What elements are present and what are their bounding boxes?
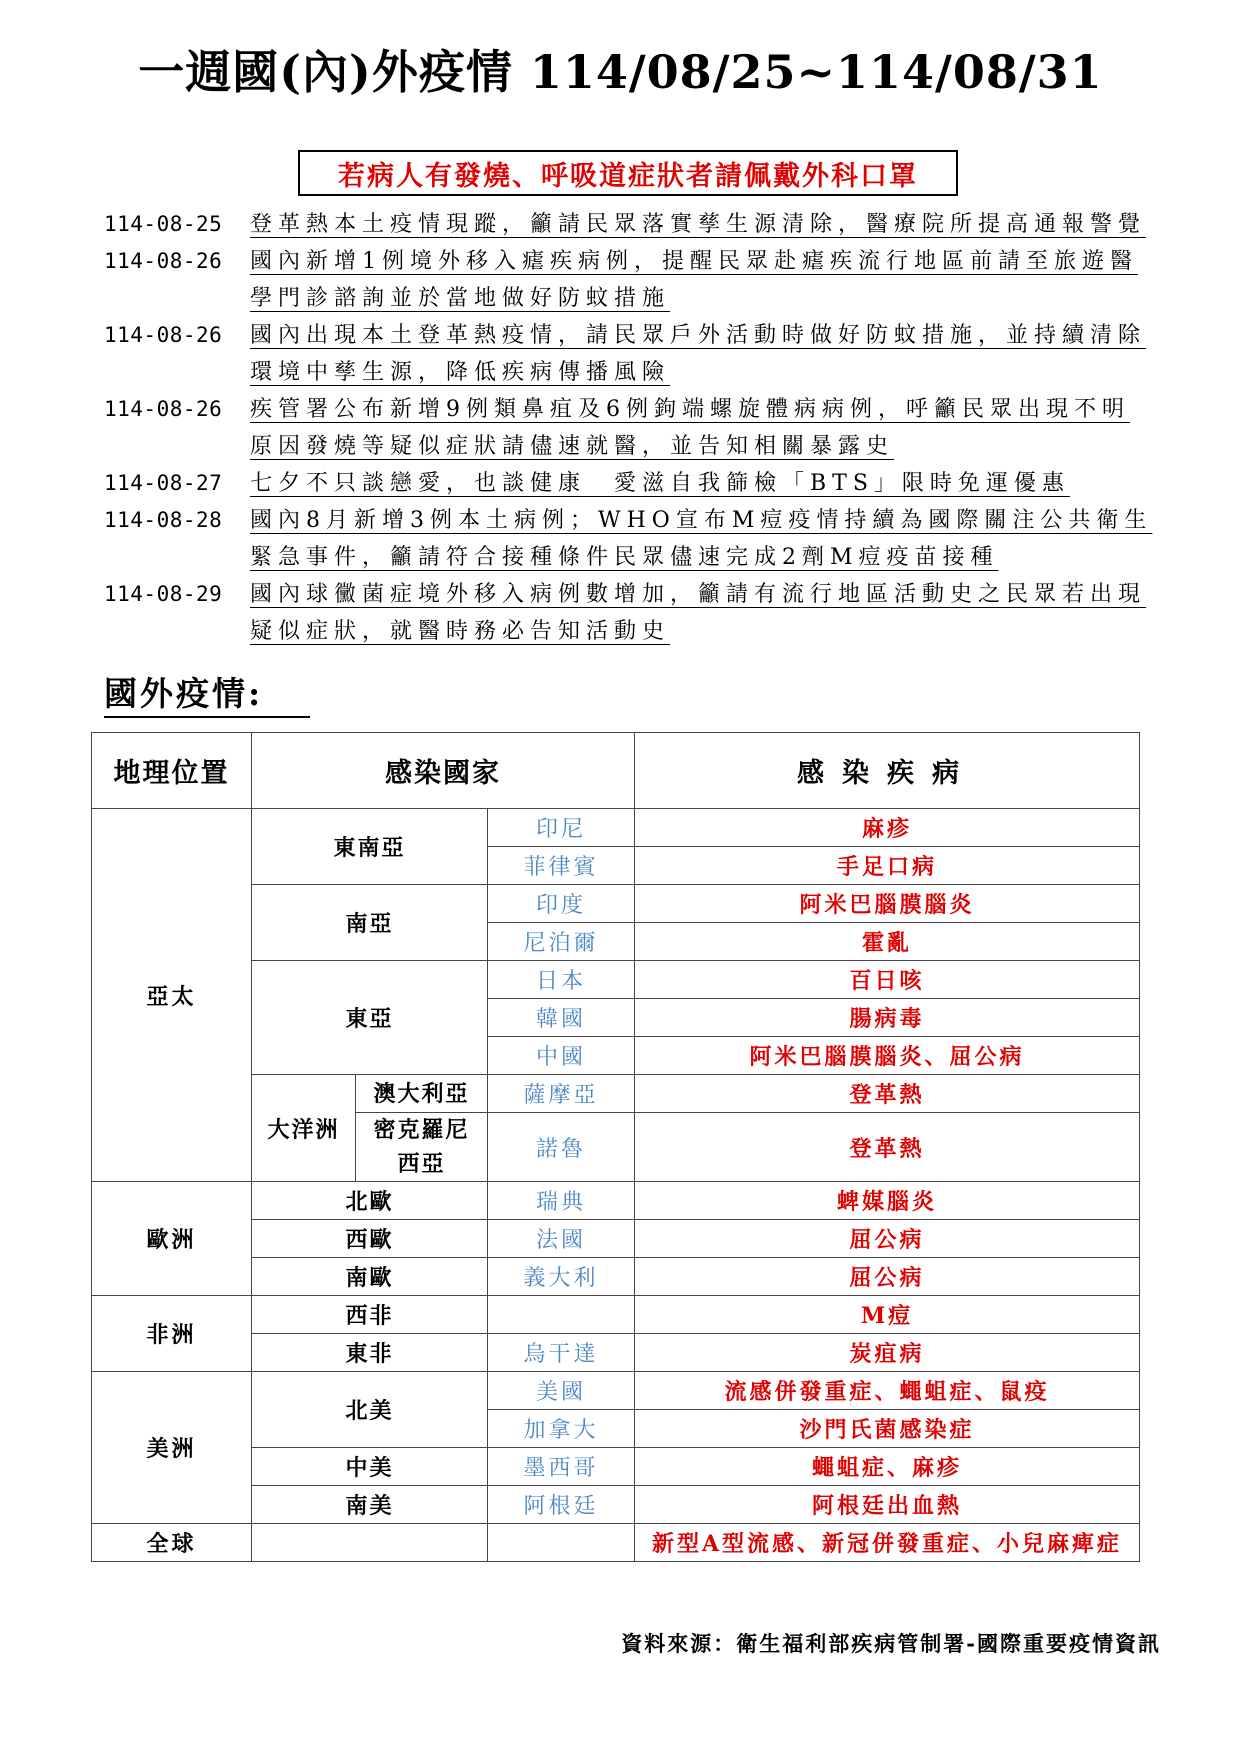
news-item [104,502,1164,576]
subregion-southeast-asia: 東南亞 [252,809,488,885]
country-cell: 諾魯 [488,1113,635,1182]
news-text: 疾管署公布新增9例類鼻疽及6例鉤端螺旋體病病例，呼籲民眾出現不明 原因發燒等疑似症狀請儘速就醫，並告知相關暴露史 [250,397,1130,459]
subregion-cell: 南歐 [252,1258,488,1296]
country-cell: 日本 [488,961,635,999]
disease-cell: 流感併發重症、蠅蛆症、鼠疫 [635,1372,1140,1410]
subsubregion-australia: 澳大利亞 [356,1075,488,1113]
news-item [104,243,1164,317]
disease-cell: 蠅蛆症、麻疹 [635,1448,1140,1486]
header-disease: 感染疾病 [635,733,1140,809]
country-cell: 美國 [488,1372,635,1410]
region-global: 全球 [92,1524,252,1562]
news-text: 七夕不只談戀愛，也談健康 愛滋自我篩檢「BTS」限時免運優惠 [250,471,1070,496]
international-epidemic-table [91,732,1140,1562]
news-text: 登革熱本土疫情現蹤，籲請民眾落實孳生源清除，醫療院所提高通報警覺 [250,212,1147,237]
news-date: 114-08-25 [104,212,223,236]
subsubregion-micronesia: 密克羅尼 西亞 [356,1113,488,1182]
disease-cell: 登革熱 [635,1113,1140,1182]
news-date: 114-08-26 [104,249,223,273]
country-cell: 烏干達 [488,1334,635,1372]
header-country: 感染國家 [252,733,635,809]
country-cell: 法國 [488,1220,635,1258]
disease-cell: 霍亂 [635,923,1140,961]
news-date: 114-08-27 [104,471,223,495]
disease-cell: 麻疹 [635,809,1140,847]
region-africa: 非洲 [92,1296,252,1372]
page-title: 一週國(內)外疫情 114/08/25~114/08/31 [138,45,1103,99]
country-cell: 菲律賓 [488,847,635,885]
subregion-cell: 中美 [252,1448,488,1486]
country-cell: 印度 [488,885,635,923]
news-date: 114-08-29 [104,582,223,606]
disease-cell: 沙門氏菌感染症 [635,1410,1140,1448]
table-row [92,1182,1140,1220]
news-date: 114-08-28 [104,508,223,532]
news-item [104,576,1164,650]
country-cell [488,1524,635,1562]
table-row [92,1524,1140,1562]
disease-cell: 炭疽病 [635,1334,1140,1372]
country-cell: 薩摩亞 [488,1075,635,1113]
disease-cell: 腸病毒 [635,999,1140,1037]
country-cell: 中國 [488,1037,635,1075]
table-row [92,1372,1140,1410]
country-cell: 義大利 [488,1258,635,1296]
table-row [92,1296,1140,1334]
disease-cell: 百日咳 [635,961,1140,999]
international-section-heading: 國外疫情: [104,672,310,718]
disease-cell: 手足口病 [635,847,1140,885]
subregion-cell: 西歐 [252,1220,488,1258]
region-americas: 美洲 [92,1372,252,1524]
country-cell: 尼泊爾 [488,923,635,961]
disease-cell: 阿米巴腦膜腦炎、屈公病 [635,1037,1140,1075]
subregion-south-asia: 南亞 [252,885,488,961]
subregion-north-america: 北美 [252,1372,488,1448]
country-cell: 加拿大 [488,1410,635,1448]
news-text: 國內出現本土登革熱疫情，請民眾戶外活動時做好防蚊措施，並持續清除 環境中孳生源，降低疾病傳播風險 [250,323,1147,385]
domestic-news-list [104,206,1164,650]
country-cell: 韓國 [488,999,635,1037]
country-cell: 墨西哥 [488,1448,635,1486]
header-location: 地理位置 [92,733,252,809]
subregion-cell: 北歐 [252,1182,488,1220]
country-cell: 瑞典 [488,1182,635,1220]
news-date: 114-08-26 [104,397,223,421]
news-item [104,391,1164,465]
news-item [104,317,1164,391]
news-date: 114-08-26 [104,323,223,347]
subregion-east-asia: 東亞 [252,961,488,1075]
subregion-oceania: 大洋洲 [252,1075,356,1182]
subregion-cell: 東非 [252,1334,488,1372]
disease-cell: 新型A型流感、新冠併發重症、小兒麻痺症 [635,1524,1140,1562]
disease-cell: M痘 [635,1296,1140,1334]
subregion-cell: 西非 [252,1296,488,1334]
country-cell: 阿根廷 [488,1486,635,1524]
news-text: 國內新增1例境外移入瘧疾病例，提醒民眾赴瘧疾流行地區前請至旅遊醫 學門診諮詢並於當地做好防蚊措施 [250,249,1138,311]
region-asia-pacific: 亞太 [92,809,252,1182]
subregion-cell: 南美 [252,1486,488,1524]
disease-cell: 屈公病 [635,1220,1140,1258]
news-text: 國內8月新增3例本土病例；WHO宣布M痘疫情持續為國際關注公共衛生 緊急事件，籲請符合接種條件民眾儘速完成2劑M痘疫苗接種 [250,508,1153,570]
region-europe: 歐洲 [92,1182,252,1296]
news-item [104,206,1164,243]
disease-cell: 蜱媒腦炎 [635,1182,1140,1220]
disease-cell: 登革熱 [635,1075,1140,1113]
news-item [104,465,1164,502]
news-text: 國內球黴菌症境外移入病例數增加，籲請有流行地區活動史之民眾若出現 疑似症狀，就醫時務必告知活動史 [250,582,1147,644]
mask-notice: 若病人有發燒、呼吸道症狀者請佩戴外科口罩 [298,150,958,196]
subregion-cell [252,1524,488,1562]
table-row [92,809,1140,847]
disease-cell: 阿米巴腦膜腦炎 [635,885,1140,923]
table-header-row [92,733,1140,809]
country-cell [488,1296,635,1334]
country-cell: 印尼 [488,809,635,847]
disease-cell: 阿根廷出血熱 [635,1486,1140,1524]
disease-cell: 屈公病 [635,1258,1140,1296]
data-source: 資料來源：衛生福利部疾病管制署-國際重要疫情資訊 [621,1631,1161,1656]
